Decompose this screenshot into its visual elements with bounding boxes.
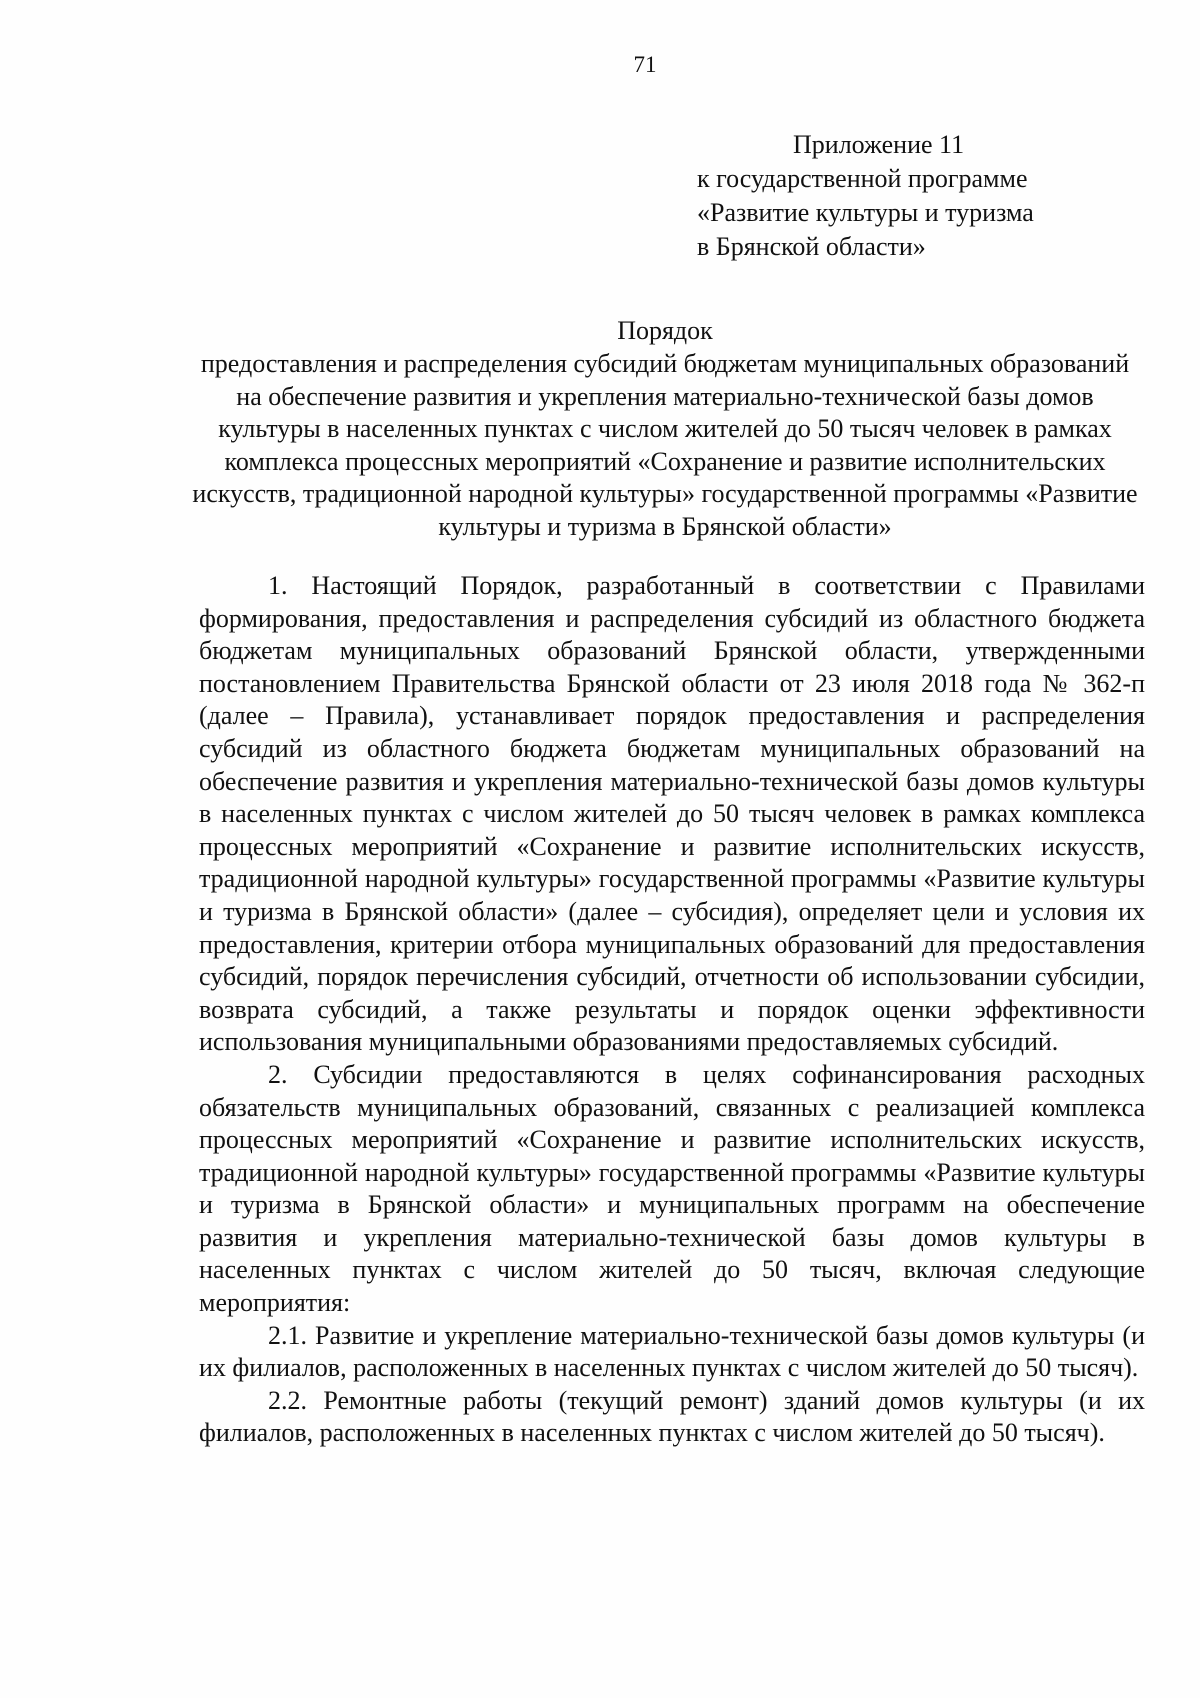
appendix-line-region: в Брянской области» <box>697 232 926 261</box>
appendix-line-program: к государственной программе <box>697 164 1028 193</box>
document-heading: Порядок <box>617 316 713 345</box>
document-subtitle: предоставления и распределения субсидий бюджетам муниципальных образований на обеспечение развития и укрепления материально-технической базы домов культуры в населенных пунктах с числом жителей до 50 тысяч человек в рамках комплекса процессных мероприятий «Сохранение и развитие исполнительских искусств, традиционной народной культуры» государственной программы «Развитие культуры и туризма в Брянской области» <box>192 349 1138 541</box>
document-body <box>199 570 1145 1450</box>
paragraph-2: 2. Субсидии предоставляются в целях софинансирования расходных обязательств муниципальных образований, связанных с реализацией комплекса процессных мероприятий «Сохранение и развитие исполнительских искусств, традиционной народной культуры» государственной программы «Развитие культуры и туризма в Брянской области» и муниципальных программ на обеспечение развития и укрепления материально-технической базы домов культуры в населенных пунктах с числом жителей до 50 тысяч, включая следующие мероприятия: <box>199 1059 1145 1318</box>
paragraph-2-2: 2.2. Ремонтные работы (текущий ремонт) зданий домов культуры (и их филиалов, расположенных в населенных пунктах с числом жителей до 50 тысяч). <box>199 1385 1145 1448</box>
document-title-block <box>186 314 1144 543</box>
paragraph-2-1: 2.1. Развитие и укрепление материально-технической базы домов культуры (и их филиалов, расположенных в населенных пунктах с числом жителей до 50 тысяч). <box>199 1320 1145 1383</box>
paragraph-1: 1. Настоящий Порядок, разработанный в соответствии с Правилами формирования, предоставления и распределения субсидий из областного бюджета бюджетам муниципальных образований Брянской области, утвержденными постановлением Правительства Брянской области от 23 июля 2018 года № 362-п (далее – Правила), устанавливает порядок предоставления и распределения субсидий из областного бюджета бюджетам муниципальных образований на обеспечение развития и укрепления материально-технической базы домов культуры в населенных пунктах с числом жителей до 50 тысяч человек в рамках комплекса процессных мероприятий «Сохранение и развитие исполнительских искусств, традиционной народной культуры» государственной программы «Развитие культуры и туризма в Брянской области» (далее – субсидия), определяет цели и условия их предоставления, критерии отбора муниципальных образований для предоставления субсидий, порядок перечисления субсидий, отчетности об использовании субсидии, возврата субсидий, а также результаты и порядок оценки эффективности использования муниципальными образованиями предоставляемых субсидий. <box>199 571 1145 1057</box>
appendix-line-program-name: «Развитие культуры и туризма <box>697 198 1034 227</box>
appendix-number: Приложение 11 <box>793 130 965 159</box>
page-number: 71 <box>633 52 657 77</box>
appendix-block <box>697 128 1117 264</box>
